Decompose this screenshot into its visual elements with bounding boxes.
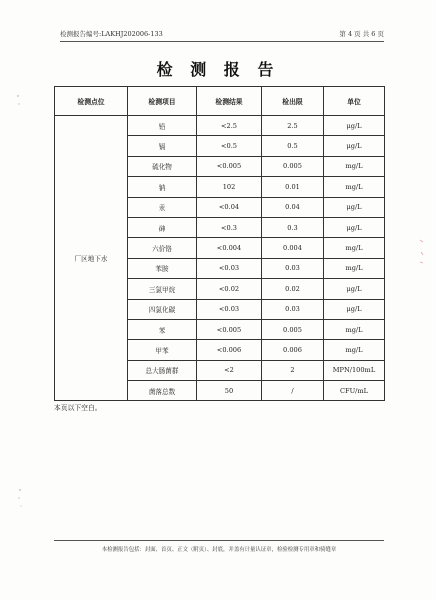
unit-cell: μg/L xyxy=(324,197,385,217)
limit-cell: 0.03 xyxy=(262,299,324,319)
unit-cell: μg/L xyxy=(324,279,385,299)
limit-cell: 0.04 xyxy=(262,197,324,217)
limit-cell: 0.004 xyxy=(262,238,324,258)
result-cell: <0.03 xyxy=(197,258,262,278)
unit-cell: MPN/100mL xyxy=(324,360,385,380)
item-cell: 砷 xyxy=(128,217,197,237)
limit-cell: 2 xyxy=(262,360,324,380)
limit-cell: / xyxy=(262,381,324,401)
result-cell: <0.02 xyxy=(197,279,262,299)
limit-cell: 0.005 xyxy=(262,156,324,176)
limit-cell: 0.03 xyxy=(262,258,324,278)
limit-cell: 0.006 xyxy=(262,340,324,360)
col-header-item: 检测项目 xyxy=(128,87,197,116)
item-cell: 四氯化碳 xyxy=(128,299,197,319)
result-cell: 102 xyxy=(197,177,262,197)
unit-cell: μg/L xyxy=(324,116,385,136)
item-cell: 甲苯 xyxy=(128,340,197,360)
result-cell: <0.006 xyxy=(197,340,262,360)
result-cell: <0.005 xyxy=(197,319,262,339)
location-cell: 厂区地下水 xyxy=(55,116,128,401)
col-header-unit: 单位 xyxy=(324,87,385,116)
result-cell: <0.5 xyxy=(197,136,262,156)
unit-cell: CFU/mL xyxy=(324,381,385,401)
item-cell: 镉 xyxy=(128,136,197,156)
item-cell: 总大肠菌群 xyxy=(128,360,197,380)
unit-cell: μg/L xyxy=(324,299,385,319)
limit-cell: 0.005 xyxy=(262,319,324,339)
page-footer: 本检测报告包括：封面、首页、正文（附页）、封底，并盖有计量认证章，检验检测专用章和骑缝章 xyxy=(54,540,384,553)
item-cell: 菌落总数 xyxy=(128,381,197,401)
item-cell: 苯 xyxy=(128,319,197,339)
result-cell: <0.005 xyxy=(197,156,262,176)
limit-cell: 2.5 xyxy=(262,116,324,136)
result-cell: <2 xyxy=(197,360,262,380)
unit-cell: mg/L xyxy=(324,238,385,258)
col-header-result: 检测结果 xyxy=(197,87,262,116)
unit-cell: μg/L xyxy=(324,136,385,156)
item-cell: 硫化物 xyxy=(128,156,197,176)
result-cell: 50 xyxy=(197,381,262,401)
item-cell: 苯胺 xyxy=(128,258,197,278)
limit-cell: 0.3 xyxy=(262,217,324,237)
unit-cell: μg/L xyxy=(324,217,385,237)
item-cell: 铅 xyxy=(128,116,197,136)
page-indicator: 第 4 页 共 6 页 xyxy=(339,30,384,38)
limit-cell: 0.01 xyxy=(262,177,324,197)
unit-cell: mg/L xyxy=(324,177,385,197)
unit-cell: mg/L xyxy=(324,319,385,339)
limit-cell: 0.5 xyxy=(262,136,324,156)
report-number: 检测报告编号:LAKHJ202006-133 xyxy=(60,30,163,38)
result-cell: <0.03 xyxy=(197,299,262,319)
result-cell: <0.3 xyxy=(197,217,262,237)
page-title: 检 测 报 告 xyxy=(156,60,280,79)
result-cell: <0.004 xyxy=(197,238,262,258)
item-cell: 钠 xyxy=(128,177,197,197)
unit-cell: mg/L xyxy=(324,258,385,278)
limit-cell: 0.02 xyxy=(262,279,324,299)
blank-note: 本页以下空白。 xyxy=(54,404,102,412)
result-cell: <0.04 xyxy=(197,197,262,217)
unit-cell: mg/L xyxy=(324,340,385,360)
unit-cell: mg/L xyxy=(324,156,385,176)
result-cell: <2.5 xyxy=(197,116,262,136)
item-cell: 汞 xyxy=(128,197,197,217)
item-cell: 六价铬 xyxy=(128,238,197,258)
col-header-limit: 检出限 xyxy=(262,87,324,116)
col-header-location: 检测点位 xyxy=(55,87,128,116)
item-cell: 三氯甲烷 xyxy=(128,279,197,299)
